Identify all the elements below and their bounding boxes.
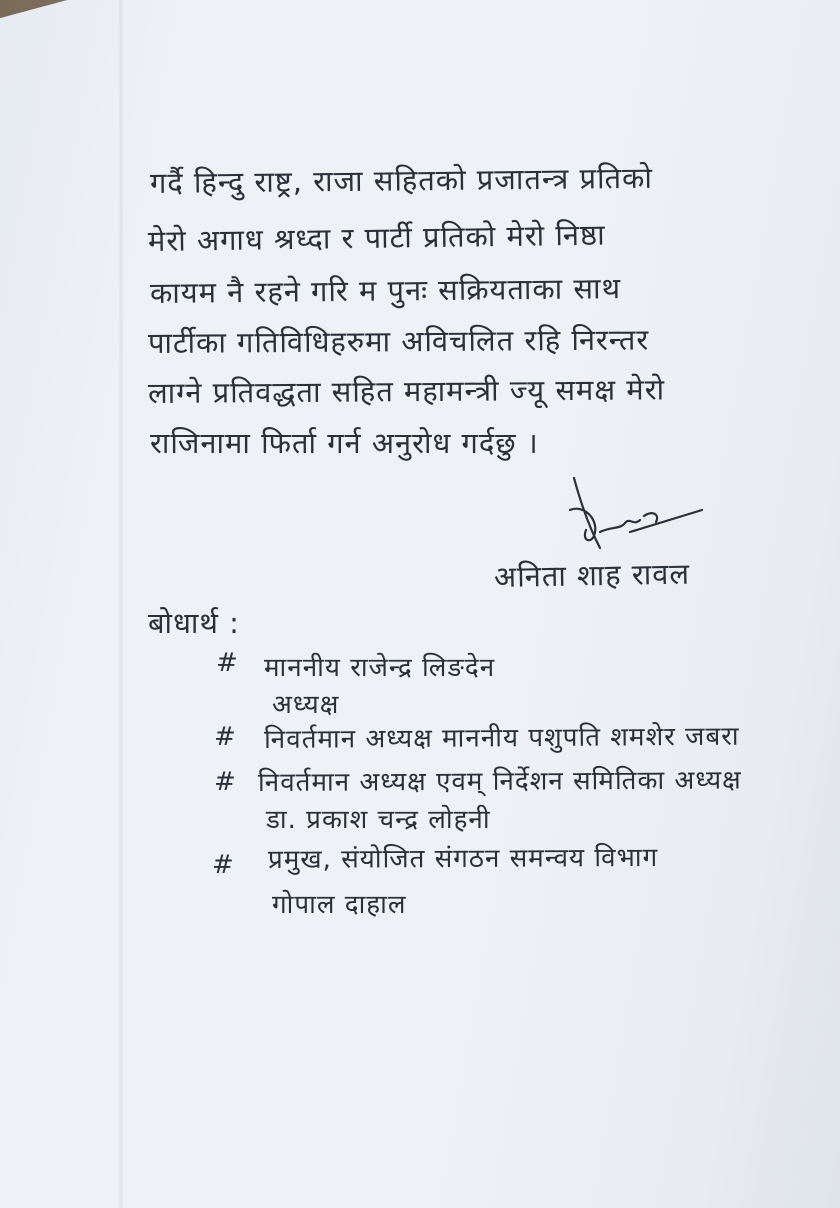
cc-bullet: #: [212, 850, 235, 880]
body-line: लाग्ने प्रतिवद्धता सहित महामन्त्री ज्यू समक्ष मेरो: [147, 372, 666, 410]
cc-item-line: निवर्तमान अध्यक्ष एवम् निर्देशन समितिका अध्यक्ष: [257, 765, 742, 798]
cc-heading: बोधार्थ :: [148, 606, 240, 640]
cc-item-line: निवर्तमान अध्यक्ष माननीय पशुपति शमशेर जबरा: [263, 721, 740, 755]
body-line: गर्दै हिन्दु राष्ट्र, राजा सहितको प्रजातन्त्र प्रतिको: [149, 160, 654, 200]
cc-item-line: प्रमुख, संयोजित संगठन समन्वय विभाग: [267, 842, 659, 875]
cc-item-title: डा. प्रकाश चन्द्र लोहनी: [266, 805, 491, 835]
cc-item-title: अध्यक्ष: [272, 690, 340, 720]
body-line: पार्टीका गतिविधिहरुमा अविचलित रहि निरन्तर: [147, 322, 650, 360]
body-line: मेरो अगाध श्रध्दा र पार्टी प्रतिको मेरो निष्ठा: [147, 217, 606, 258]
paper-fold: [118, 0, 124, 1208]
cc-item-line: माननीय राजेन्द्र लिङदेन: [264, 653, 496, 683]
cc-bullet: #: [214, 722, 237, 752]
body-line: कायम नै रहने गरि म पुनः सक्रियताका साथ: [149, 271, 622, 310]
body-line: राजिनामा फिर्ता गर्न अनुरोध गर्दछु ।: [150, 426, 539, 460]
signatory-name: अनिता शाह रावल: [493, 556, 691, 594]
handwritten-signature: [560, 470, 720, 560]
cc-bullet: #: [216, 648, 239, 678]
cc-item-title: गोपाल दाहाल: [272, 890, 407, 920]
cc-bullet: #: [214, 767, 237, 797]
